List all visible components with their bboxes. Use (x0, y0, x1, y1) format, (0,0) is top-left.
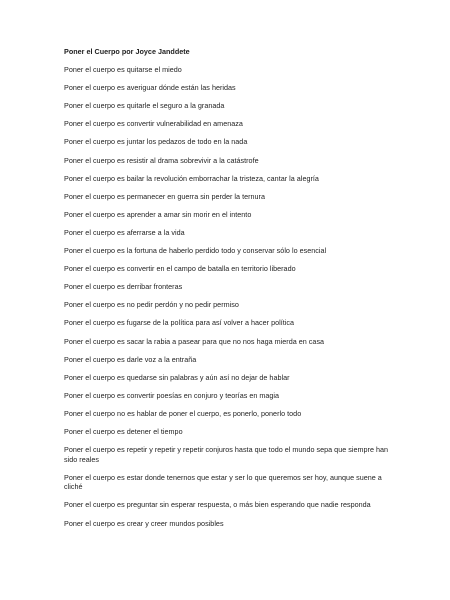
poem-line: Poner el cuerpo es convertir vulnerabilidad en amenaza (64, 119, 243, 129)
poem-line: Poner el cuerpo es no pedir perdón y no pedir permiso (64, 300, 239, 310)
poem-line: Poner el cuerpo es convertir poesías en conjuro y teorías en magia (64, 390, 280, 400)
poem-line: Poner el cuerpo es detener el tiempo (64, 426, 183, 436)
poem-line: Poner el cuerpo es bailar la revolución emborrachar la tristeza, cantar la alegría (64, 173, 319, 183)
poem-title: Poner el Cuerpo por Joyce Janddete (64, 47, 190, 56)
poem-line: Poner el cuerpo es darle voz a la entraña (64, 354, 197, 364)
poem-line: Poner el cuerpo es quitarle el seguro a la granada (64, 101, 225, 111)
poem-lines (64, 47, 398, 537)
poem-line: Poner el cuerpo es aferrarse a la vida (64, 227, 185, 237)
poem-line: Poner el cuerpo es repetir y repetir y repetir conjuros hasta que todo el mundo sepa que siempre han sido reales (64, 445, 389, 464)
poem-line: Poner el cuerpo es convertir en el campo de batalla en territorio liberado (64, 264, 296, 274)
poem-line: Poner el cuerpo es preguntar sin esperar respuesta, o más bien esperando que nadie responda (64, 500, 371, 510)
poem-line: Poner el cuerpo es quedarse sin palabras y aún así no dejar de hablar (64, 372, 290, 382)
poem-line: Poner el cuerpo es juntar los pedazos de todo en la nada (64, 137, 248, 147)
poem-line: Poner el cuerpo es averiguar dónde están las heridas (64, 83, 236, 93)
poem-line: Poner el cuerpo es resistir al drama sobrevivir a la catástrofe (64, 155, 259, 165)
poem-line: Poner el cuerpo es permanecer en guerra sin perder la ternura (64, 191, 265, 201)
poem-line: Poner el cuerpo es crear y creer mundos posibles (64, 518, 224, 528)
poem-line: Poner el cuerpo es fugarse de la política para así volver a hacer política (64, 318, 295, 328)
poem-line: Poner el cuerpo es la fortuna de haberlo perdido todo y conservar sólo lo esencial (64, 246, 327, 256)
poem-line: Poner el cuerpo no es hablar de poner el cuerpo, es ponerlo, ponerlo todo (64, 408, 302, 418)
poem-line: Poner el cuerpo es sacar la rabia a pasear para que no nos haga mierda en casa (64, 336, 325, 346)
poem-line: Poner el cuerpo es aprender a amar sin morir en el intento (64, 209, 252, 219)
poem-line: Poner el cuerpo es estar donde tenernos que estar y ser lo que queremos ser hoy, aunque suene a cliché (64, 472, 382, 492)
poem-line: Poner el cuerpo es derribar fronteras (64, 282, 183, 292)
poem-line: Poner el cuerpo es quitarse el miedo (64, 65, 182, 75)
